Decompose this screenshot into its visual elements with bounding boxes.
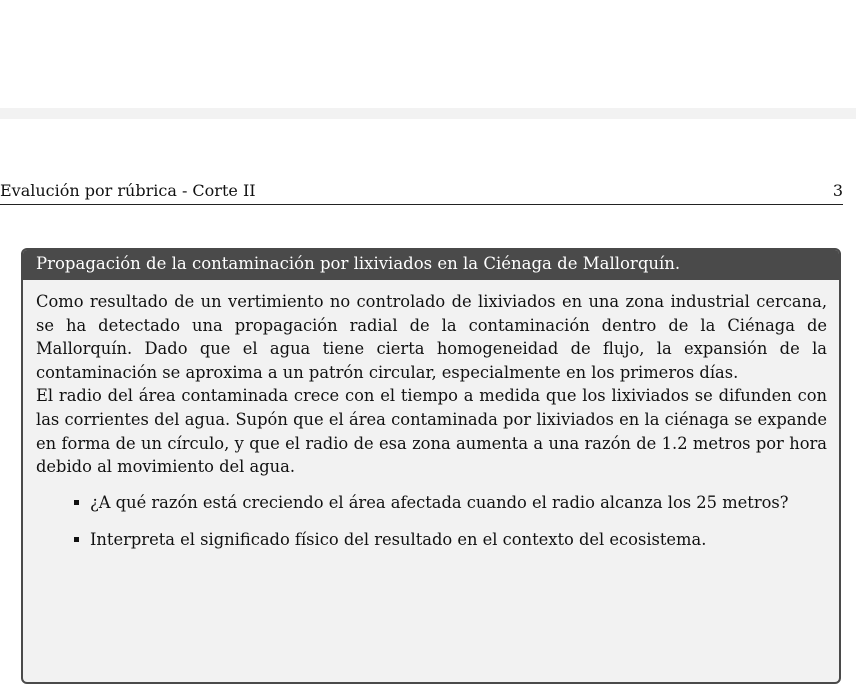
- top-margin: [0, 0, 856, 108]
- question-text: ¿A qué razón está creciendo el área afectada cuando el radio alcanza los 25 metros?: [90, 492, 789, 512]
- problem-body: [23, 280, 839, 552]
- question-list: [36, 491, 827, 552]
- square-bullet-icon: [74, 537, 79, 542]
- question-text: Interpreta el significado físico del resultado en el contexto del ecosistema.: [90, 530, 707, 550]
- running-header: [0, 180, 843, 205]
- problem-paragraph-2: El radio del área contaminada crece con el tiempo a medida que los lixiviados se difunden con las corrientes del agua. Supón que el área contaminada por lixiviados en la ciénaga se expande en forma de un círculo, y que el radio de esa zona aumenta a una razón de 1.2 metros por hora debido al movimiento del agua.: [36, 386, 827, 477]
- header-title: Evalución por rúbrica - Corte II: [0, 181, 256, 200]
- problem-paragraph-1: Como resultado de un vertimiento no controlado de lixiviados en una zona industrial cercana, se ha detectado una propagación radial de la contaminación dentro de la Ciénaga de Mallorquín. Dado que el agua tiene cierta homogeneidad de flujo, la expansión de la contaminación se aproxima a un patrón circular, especialmente en los primeros días.: [36, 292, 827, 382]
- question-item: [74, 491, 827, 515]
- page-separator: [0, 108, 856, 119]
- question-item: [74, 528, 827, 552]
- page-number: 3: [832, 181, 843, 200]
- problem-title: Propagación de la contaminación por lixiviados en la Ciénaga de Mallorquín.: [23, 250, 839, 280]
- problem-box: [21, 248, 841, 684]
- square-bullet-icon: [74, 500, 79, 505]
